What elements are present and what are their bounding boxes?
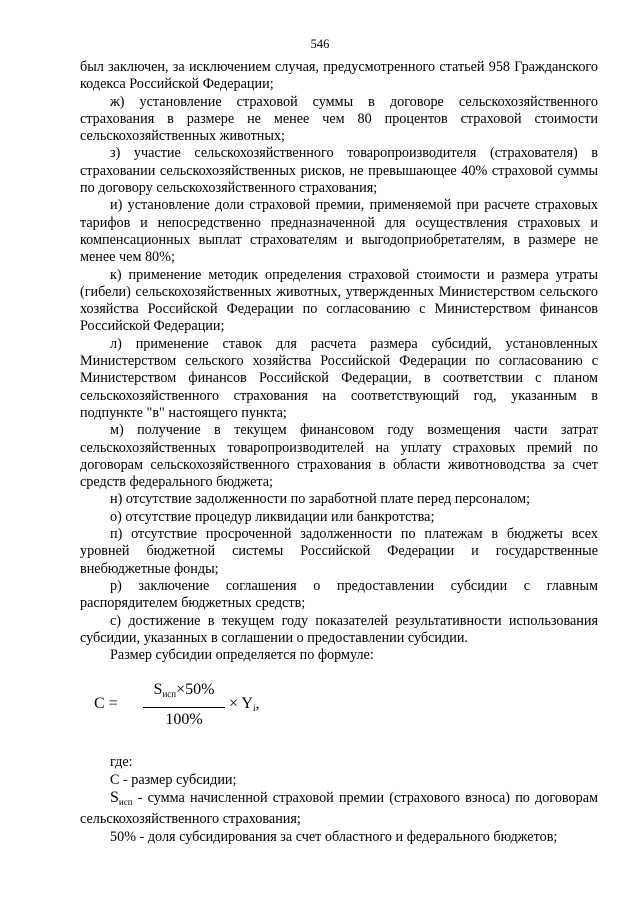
- paragraph: был заключен, за исключением случая, предусмотренного статьей 958 Гражданского кодекса Российской Федерации;: [80, 59, 598, 93]
- subsidy-formula: [80, 680, 598, 742]
- paragraph: где:: [110, 754, 133, 771]
- formula-rhs-tail: ,: [255, 695, 260, 713]
- formula-numerator-symbol: S: [153, 681, 163, 699]
- formula-rhs-symbol: × Y: [229, 695, 253, 713]
- paragraph: н) отсутствие задолженности по заработной плате перед персоналом;: [110, 491, 531, 508]
- formula-numerator-rest: ×50%: [176, 681, 215, 699]
- formula-denominator: 100%: [165, 711, 203, 729]
- paragraph: к) применение методик определения страховой стоимости и размера утраты (гибели) сельскохозяйственных животных, утвержденных Министерством сельского хозяйства Российской Федерации по согласованию с Министерством финансов Российской Федерации;: [80, 266, 598, 335]
- page-number: 546: [310, 37, 330, 51]
- paragraph: р) заключение соглашения о предоставлении субсидии с главным распорядителем бюджетных средств;: [80, 577, 598, 612]
- paragraph: л) применение ставок для расчета размера субсидий, установленных Министерством сельского хозяйства Российской Федерации по согласованию с Министерством финансов Российской Федерации, в соответствии с планом сельскохозяйственного страхования на соответствующий год, указанным в подпункте "в" настоящего пункта;: [80, 335, 598, 421]
- paragraph: ж) установление страховой суммы в договоре сельскохозяйственного страхования в размере не менее чем 80 процентов страховой стоимости сельскохозяйственных животных;: [80, 93, 598, 145]
- s-definition-text: - сумма начисленной страховой премии (страхового взноса) по договорам сельскохозяйственного страхования;: [80, 789, 598, 828]
- paragraph: с) достижение в текущем году показателей результативности использования субсидии, указанных в соглашении о предоставлении субсидии.: [80, 612, 598, 646]
- paragraph-list-top: [80, 59, 598, 664]
- paragraph: и) установление доли страховой премии, применяемой при расчете страховых тарифов и непосредственно предназначенной для осуществления страховых и компенсационных выплат страхователям и выгодоприобретателям, в размере не менее чем 80%;: [80, 197, 598, 266]
- s-definition-subscript: исп: [118, 796, 133, 807]
- formula-numerator: [143, 680, 225, 704]
- body-text: [80, 59, 598, 846]
- paragraph: м) получение в текущем финансовом году возмещения части затрат сельскохозяйственных товаропроизводителей на уплату страховых премий по договорам сельскохозяйственного страхования в области животноводства за счет средств федерального бюджета;: [80, 422, 598, 491]
- last-paragraph: 50% - доля субсидирования за счет областного и федерального бюджетов;: [110, 828, 558, 845]
- formula-numerator-subscript: исп: [162, 689, 177, 700]
- paragraph: С - размер субсидии;: [110, 771, 237, 788]
- s-definition-paragraph: [80, 789, 598, 829]
- paragraph: Размер субсидии определяется по формуле:: [110, 647, 374, 664]
- paragraph-list-bottom: [80, 754, 598, 789]
- formula-lhs: C =: [94, 695, 118, 713]
- paragraph: о) отсутствие процедур ликвидации или банкротства;: [110, 508, 435, 525]
- paragraph: з) участие сельскохозяйственного товаропроизводителя (страхователя) в страховании сельскохозяйственных рисков, не превышающее 40% страховой суммы по договору сельскохозяйственного страхования;: [80, 145, 598, 197]
- formula-rhs: [229, 695, 260, 713]
- fraction-bar: [143, 707, 225, 708]
- formula-fraction: [143, 680, 225, 730]
- paragraph: п) отсутствие просроченной задолженности по платежам в бюджеты всех уровней бюджетной системы Российской Федерации и государственные внебюджетные фонды;: [80, 526, 598, 577]
- s-definition-symbol: S: [110, 788, 119, 806]
- formula-rhs-subscript: i: [252, 703, 256, 714]
